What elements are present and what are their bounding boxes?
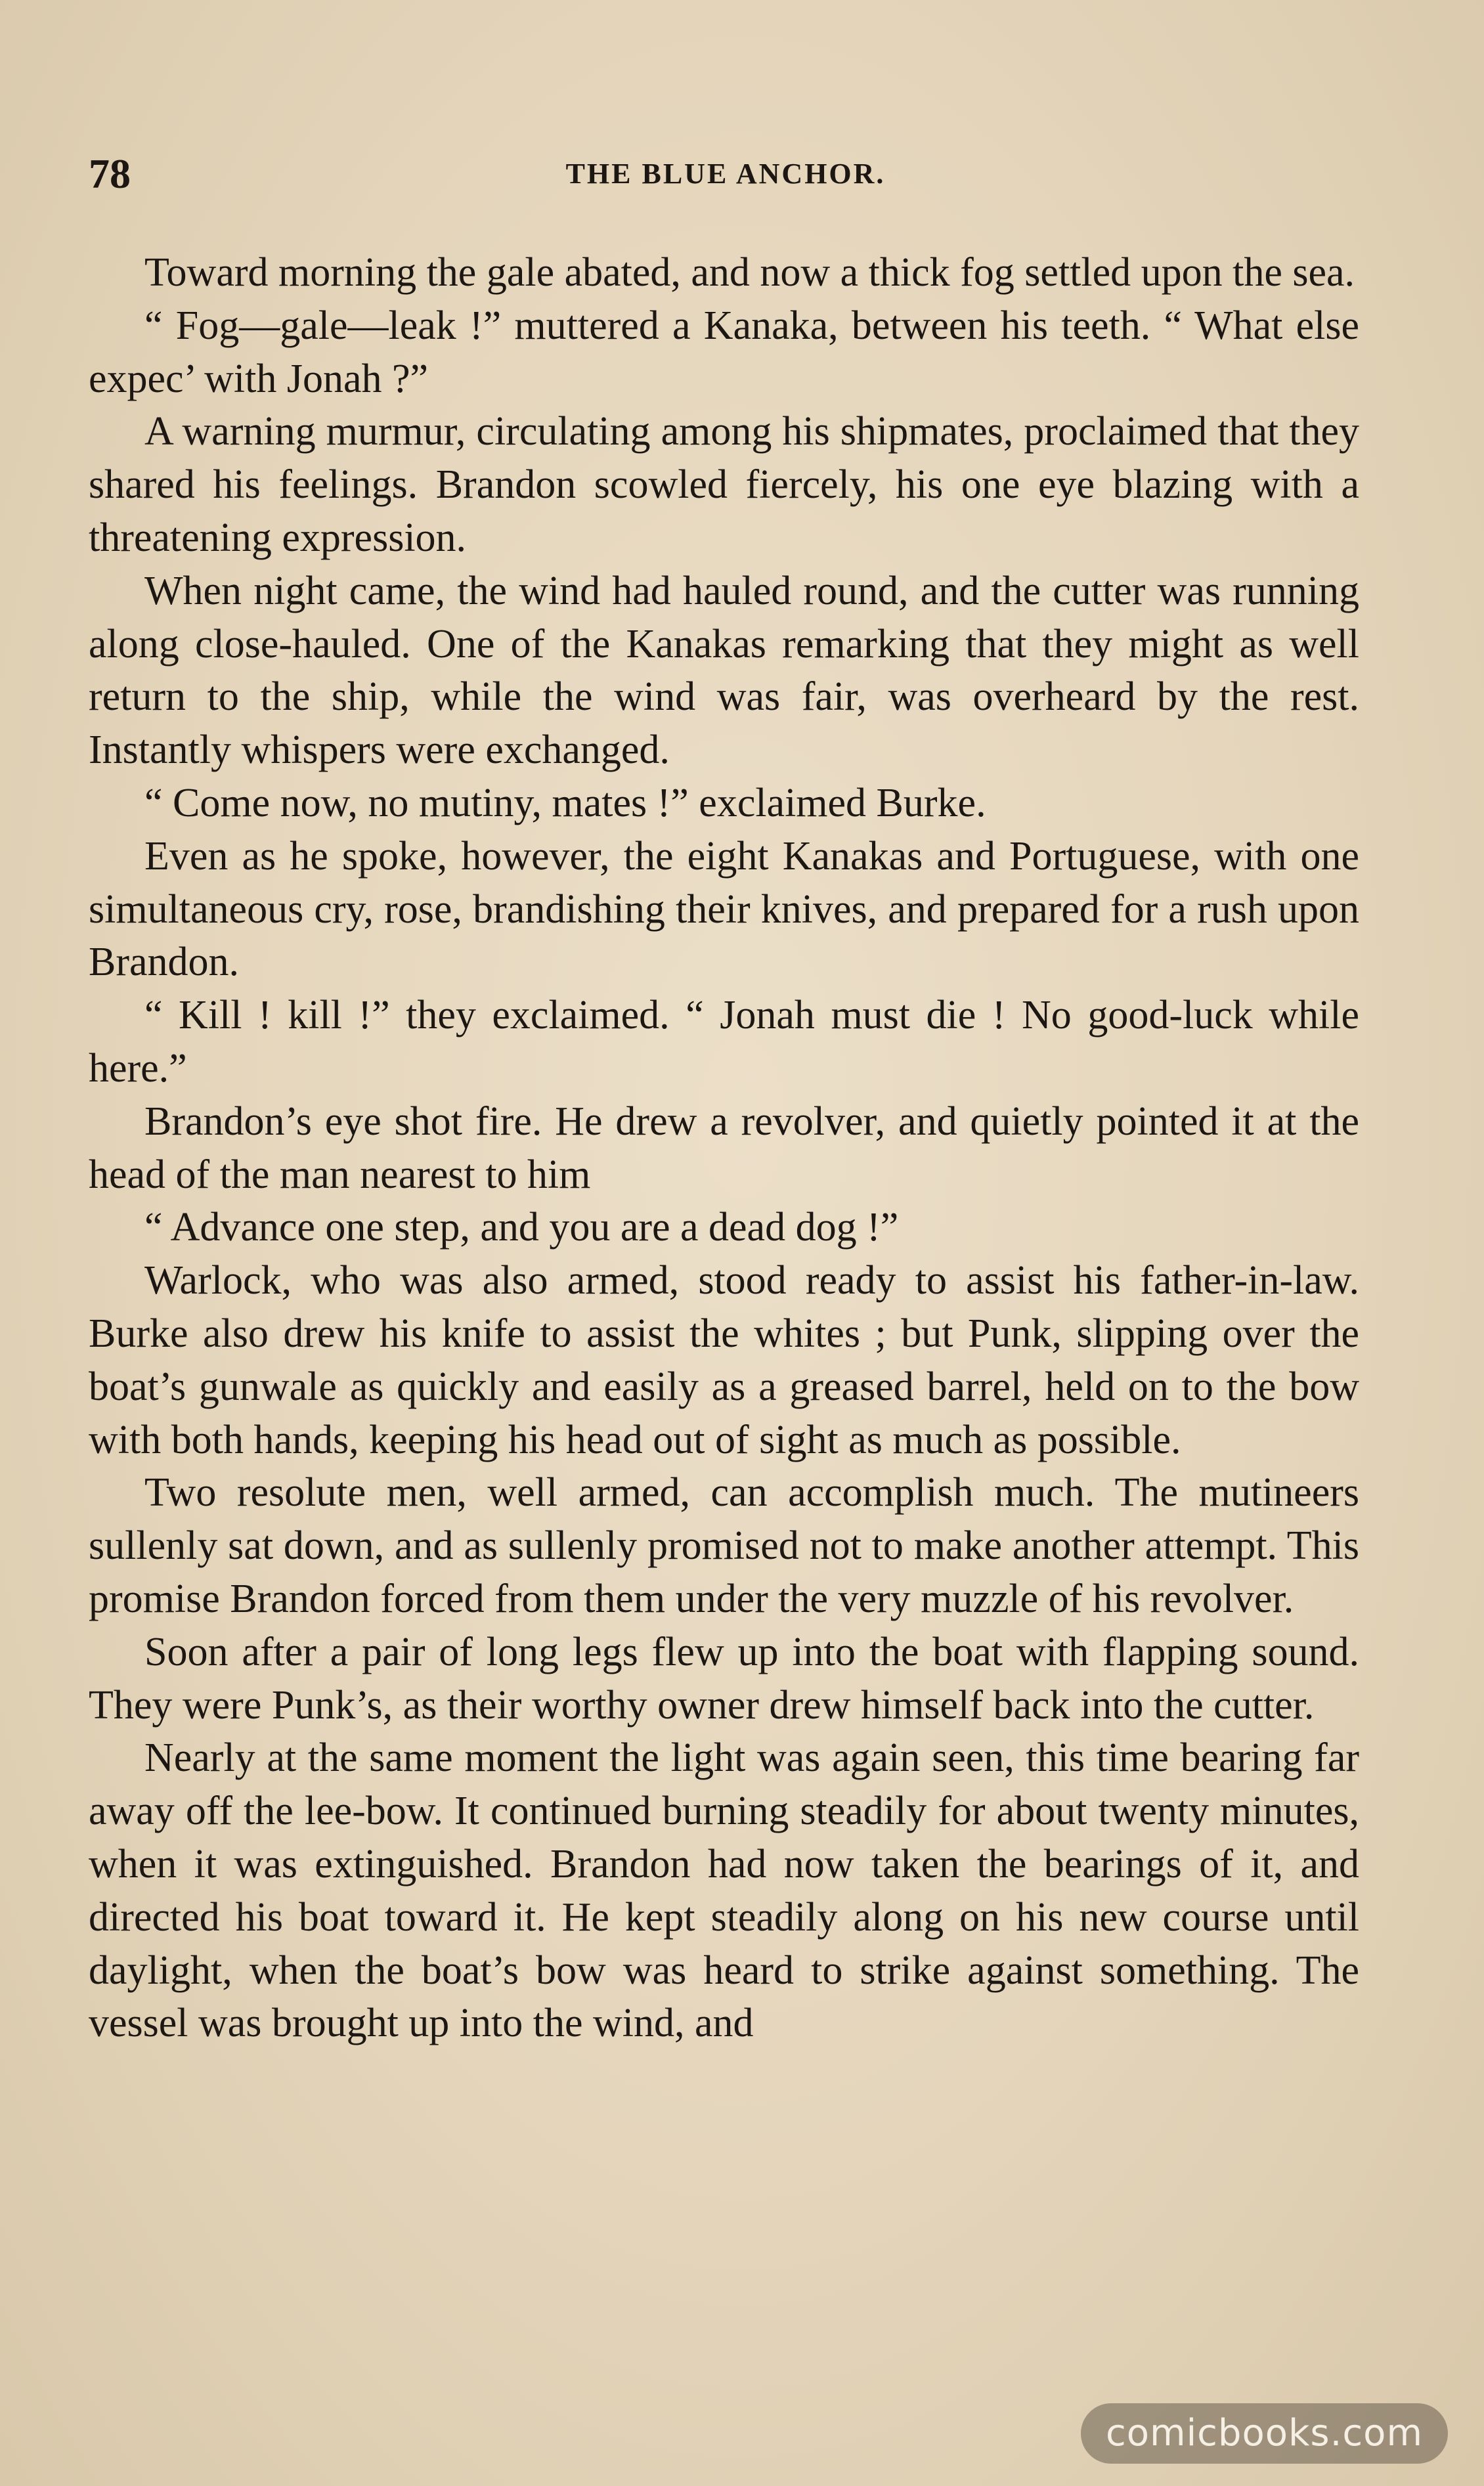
paragraph: Even as he spoke, however, the eight Kanakas and Portuguese, with one simultaneous cry, rose, brandishing their knives, and prepared for a rush upon Brandon. bbox=[89, 833, 1359, 985]
watermark: comicbooks.com bbox=[1081, 2403, 1448, 2464]
page-number: 78 bbox=[89, 150, 131, 197]
paragraph: “ Advance one step, and you are a dead dog !” bbox=[144, 1205, 899, 1250]
paragraph: “ Fog—gale—leak !” muttered a Kanaka, between his teeth. “ What else expec’ with Jonah ?” bbox=[89, 303, 1359, 401]
body-text bbox=[89, 246, 1359, 2050]
paragraph: Brandon’s eye shot fire. He drew a revolver, and quietly pointed it at the head of the man nearest to him bbox=[89, 1099, 1359, 1197]
paragraph: When night came, the wind had hauled round, and the cutter was running along close-hauled. One of the Kanakas remarking that they might as well return to the ship, while the wind was fair, was overheard by the rest. Instantly whispers were exchanged. bbox=[89, 568, 1359, 773]
paragraph: Toward morning the gale abated, and now a thick fog settled upon the sea. bbox=[144, 250, 1355, 295]
paragraph: Soon after a pair of long legs flew up into the boat with flapping sound. They were Punk’s, as their worthy owner drew himself back into the cutter. bbox=[89, 1629, 1359, 1728]
paragraph: Two resolute men, well armed, can accomplish much. The mutineers sullenly sat down, and as sullenly promised not to make another attempt. This promise Brandon forced from them under the very muzzle of his revolver. bbox=[89, 1470, 1359, 1621]
page-header bbox=[89, 148, 1363, 200]
paragraph: Warlock, who was also armed, stood ready to assist his father-in-law. Burke also drew his knife to assist the whites ; but Punk, slipping over the boat’s gunwale as quickly and easily as a greased barrel, held on to the bow with both hands, keeping his head out of sight as much as possible. bbox=[89, 1258, 1359, 1462]
paragraph: Nearly at the same moment the light was again seen, this time bearing far away off the lee-bow. It continued burning steadily for about twenty minutes, when it was extinguished. Brandon had now taken the bearings of it, and directed his boat toward it. He kept steadily along on his new course until daylight, when the boat’s bow was heard to strike against something. The vessel was brought up into the wind, and bbox=[89, 1735, 1359, 2046]
paragraph: A warning murmur, circulating among his shipmates, proclaimed that they shared his feelings. Brandon scowled fiercely, his one eye blazing with a threatening expression. bbox=[89, 409, 1359, 560]
running-head: THE BLUE ANCHOR. bbox=[565, 158, 886, 190]
paragraph: “ Come now, no mutiny, mates !” exclaimed Burke. bbox=[144, 780, 986, 825]
paragraph: “ Kill ! kill !” they exclaimed. “ Jonah must die ! No good-luck while here.” bbox=[89, 993, 1359, 1091]
